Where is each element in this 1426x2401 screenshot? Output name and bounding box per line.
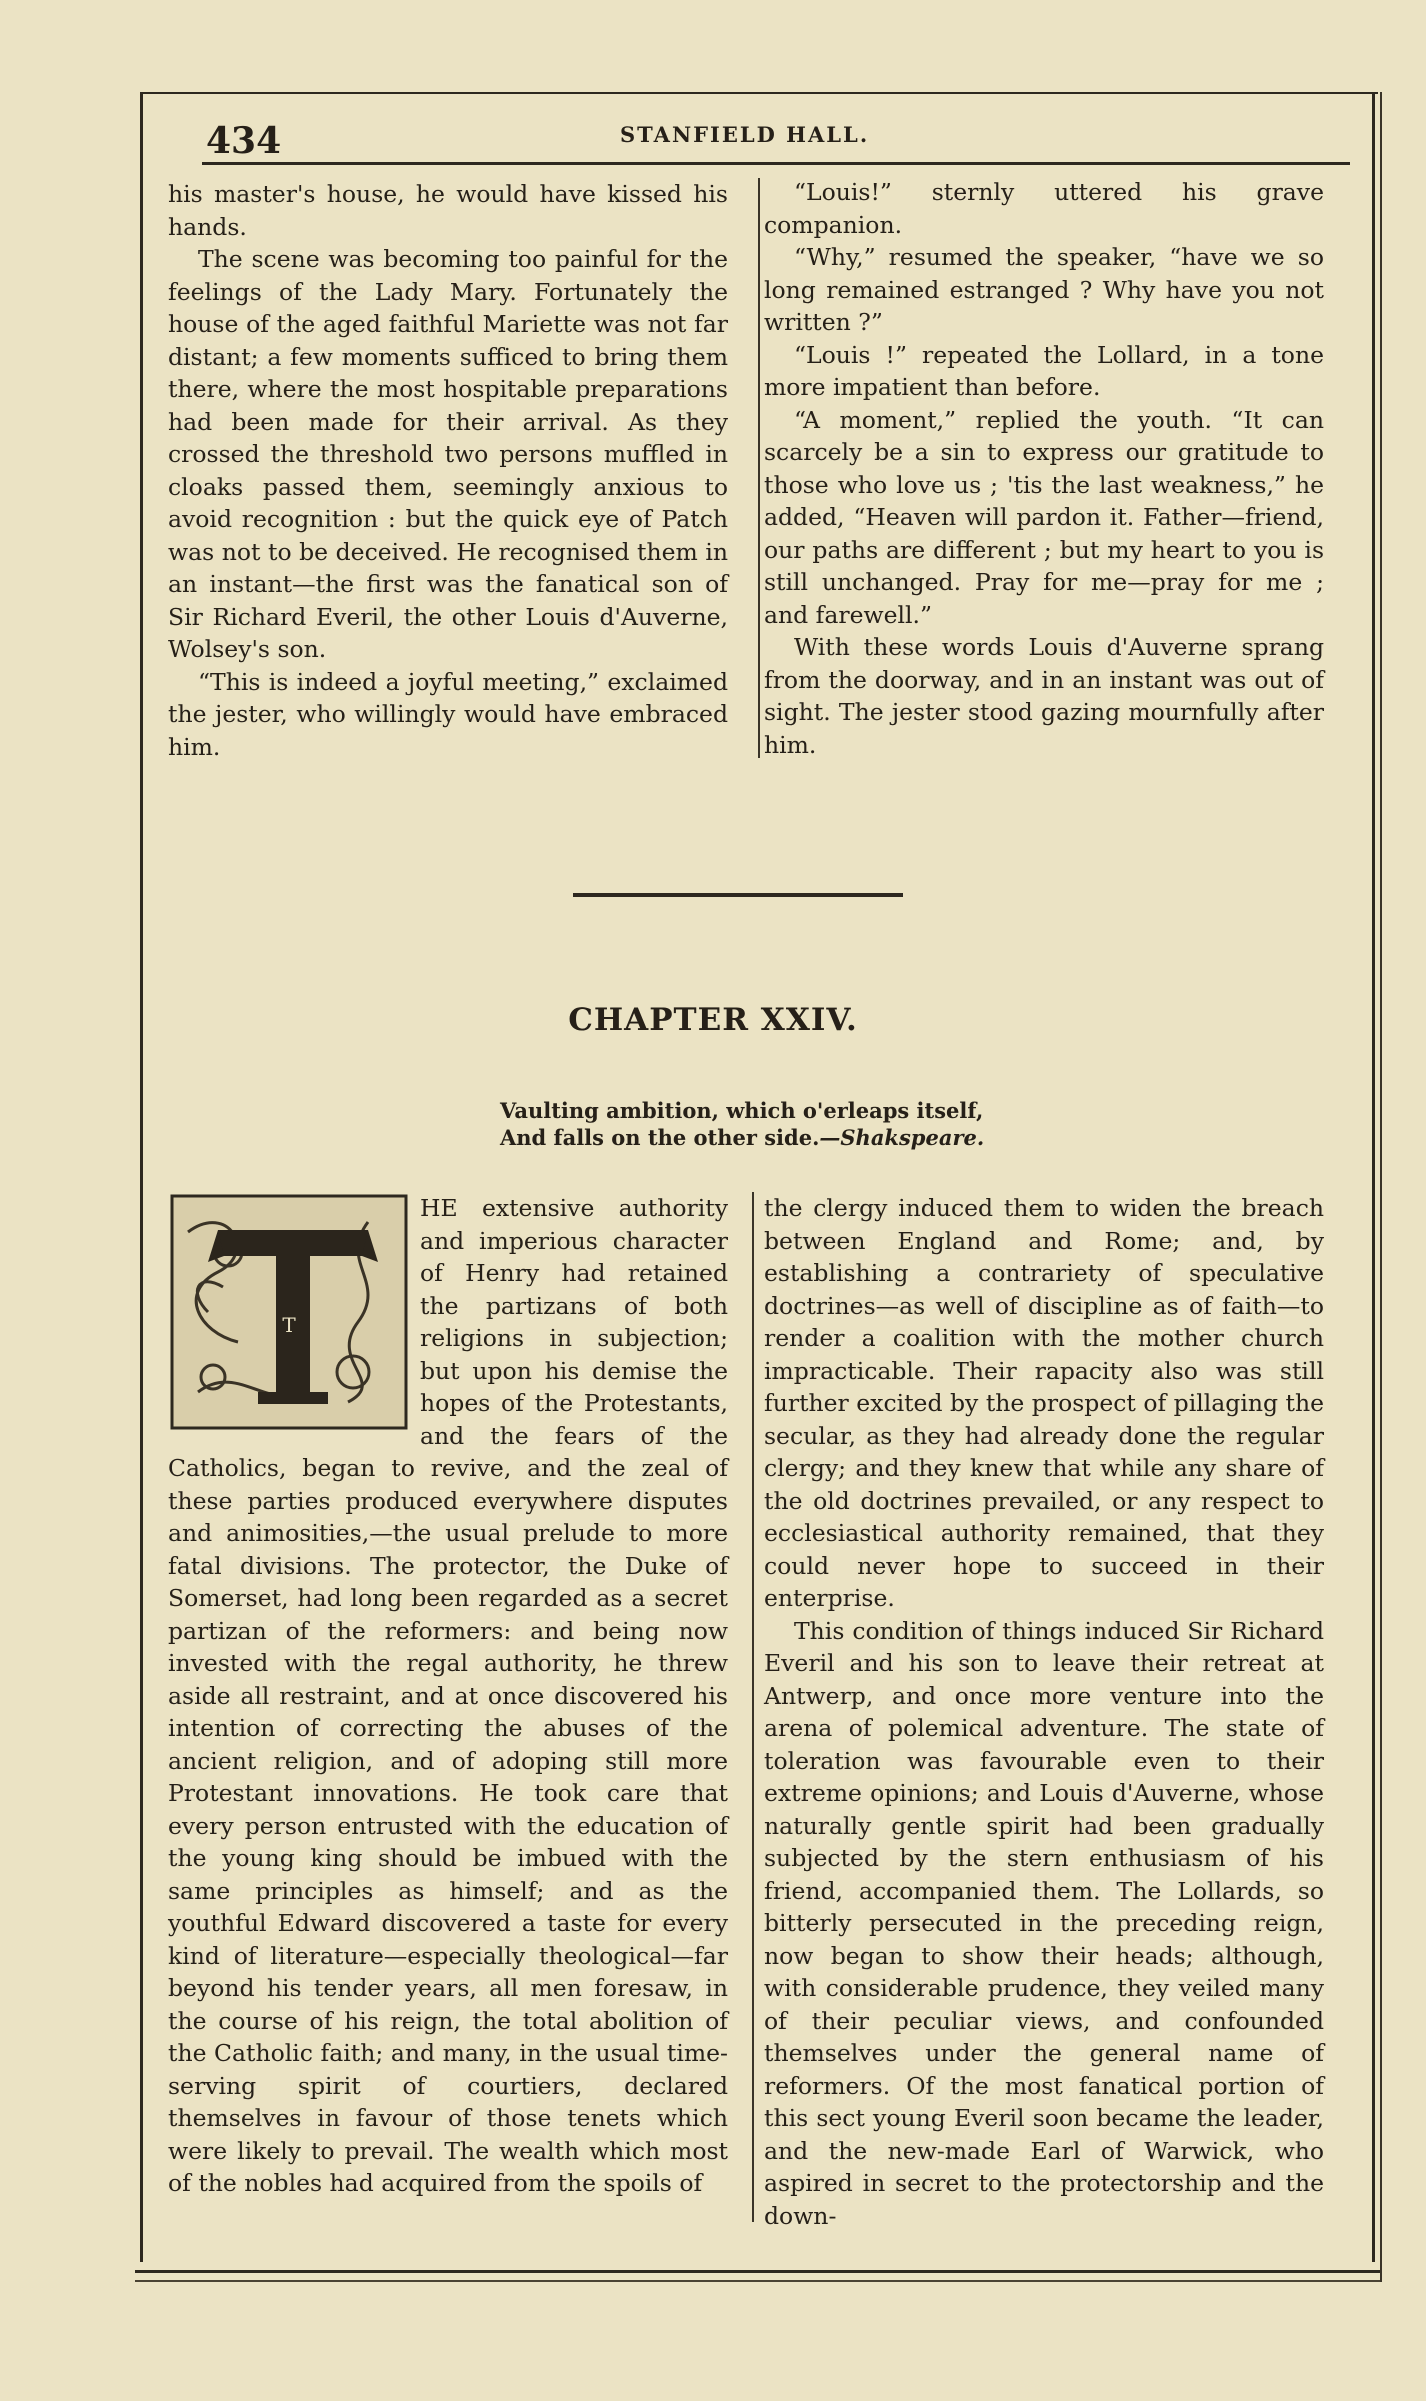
- top-left-column: [168, 178, 728, 763]
- page-frame-right: [1372, 92, 1375, 2262]
- paragraph: “This is indeed a joyful meeting,” exclaimed the jester, who willingly would have embraced him.: [168, 667, 728, 761]
- paragraph: his master's house, he would have kissed his hands.: [168, 180, 728, 241]
- decorated-initial: [168, 1192, 410, 1432]
- paragraph: This condition of things induced Sir Richard Everil and his son to leave their retreat at Antwerp, and once more venture into the arena of polemical adventure. The state of toleration was favourable even to their extreme opinions; and Louis d'Auverne, whose naturally gentle spirit had been gradually subjected by the stern enthusiasm of his friend, accompanied them. The Lollards, so bitterly persecuted in the preceding reign, now began to show their heads; although, with considerable prudence, they veiled many of their peculiar views, and confounded themselves under the general name of reformers. Of the most fanatical portion of this sect young Everil soon became the leader, and the new-made Earl of Warwick, who aspired in secret to the protectorship and the down-: [764, 1616, 1324, 2230]
- column-divider: [758, 178, 760, 758]
- page-number: 434: [206, 120, 282, 162]
- running-title: STANFIELD HALL.: [620, 122, 870, 147]
- bottom-right-column: [764, 1192, 1324, 2232]
- paragraph: “Louis!” sternly uttered his grave companion.: [764, 178, 1324, 239]
- paragraph: “A moment,” replied the youth. “It can scarcely be a sin to express our gratitude to those who love us ; 'tis the last weakness,” he added, “Heaven will pardon it. Father—friend, our paths are different ; but my heart to you is still unchanged. Pray for me—pray for me ; and farewell.”: [764, 405, 1324, 629]
- page-frame-top: [140, 92, 1378, 94]
- paragraph: “Why,” resumed the speaker, “have we so long remained estranged ? Why have you not written ?”: [764, 243, 1324, 336]
- epigraph-line-2: [500, 1124, 1020, 1151]
- paragraph: the clergy induced them to widen the breach between England and Rome; and, by establishing a contrariety of speculative doctrines—as well of discipline as of faith—to render a coalition with the mother church impracticable. Their rapacity also was still further excited by the prospect of pillaging the secular, as they had already done the regular clergy; and they knew that while any share of the old doctrines prevailed, or any respect to ecclesiastical authority remained, that they could never hope to succeed in their enterprise.: [764, 1194, 1324, 1612]
- column-divider: [752, 1192, 754, 2222]
- page-frame-right-outer: [1380, 92, 1382, 2282]
- section-divider: [573, 893, 903, 897]
- ornament-initial-icon: [168, 1192, 410, 1432]
- paragraph: “Louis !” repeated the Lollard, in a tone more impatient than before.: [764, 340, 1324, 401]
- epigraph-line-1: Vaulting ambition, which o'erleaps itself,: [500, 1098, 984, 1123]
- paragraph: With these words Louis d'Auverne sprang from the doorway, and in an instant was out of sight. The jester stood gazing mournfully after him.: [764, 633, 1324, 759]
- header-rule: [202, 162, 1350, 165]
- paragraph: The scene was becoming too painful for the feelings of the Lady Mary. Fortunately the house of the aged faithful Mariette was not far distant; a few moments sufficed to bring them there, where the most hospitable preparations had been made for their arrival. As they crossed the threshold two persons muffled in cloaks passed them, seemingly anxious to avoid recognition : but the quick eye of Patch was not to be deceived. He recognised them in an instant—the first was the fanatical son of Sir Richard Everil, the other Louis d'Auverne, Wolsey's son.: [168, 245, 728, 663]
- initial-letter: T: [282, 1313, 296, 1337]
- epigraph-line-2-text: And falls on the other side.: [500, 1125, 820, 1150]
- bottom-rule-thin: [135, 2280, 1380, 2282]
- bottom-rule: [135, 2270, 1380, 2273]
- paragraph: HE extensive authority and imperious character of Henry had retained the partizans of both religions in subjection; but upon his demise the hopes of the Protestants, and the fears of the Catholics, began to revive, and the zeal of these parties produced everywhere disputes and animosities,—the usual prelude to more fatal divisions. The protector, the Duke of Somerset, had long been regarded as a secret partizan of the reformers: and being now invested with the regal authority, he threw aside all restraint, and at once discovered his intention of correcting the abuses of the ancient religion, and of adoping still more Protestant innovations. He took care that every person entrusted with the education of the young king should be imbued with the same principles as himself; and as the youthful Edward discovered a taste for every kind of literature—especially theological—far beyond his tender years, all men foresaw, in the course of his reign, the total abolition of the Catholic faith; and many, in the usual time-serving spirit of courtiers, declared themselves in favour of those tenets which were likely to prevail. The wealth which most of the nobles had acquired from the spoils of: [168, 1194, 728, 2197]
- top-right-column: [764, 176, 1324, 761]
- chapter-title: CHAPTER XXIV.: [568, 1002, 858, 1038]
- bottom-left-column: [168, 1192, 728, 2200]
- epigraph-attribution: —Shakspeare.: [819, 1125, 985, 1150]
- epigraph: [500, 1097, 1020, 1151]
- page-frame-left: [140, 92, 143, 2262]
